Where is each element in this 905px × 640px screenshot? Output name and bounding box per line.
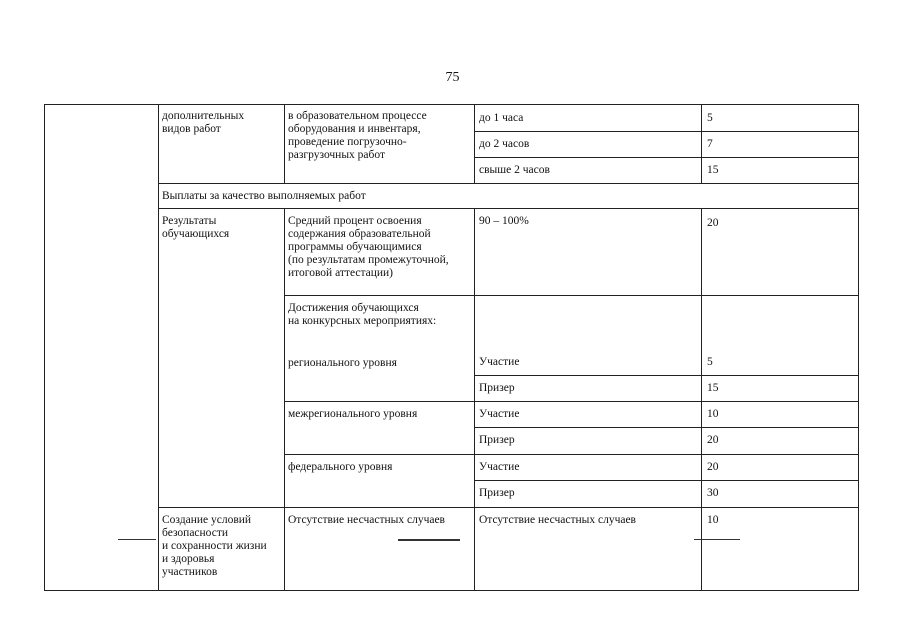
federal-participation-points: 20 bbox=[707, 461, 719, 473]
federal-winner-points: 30 bbox=[707, 487, 719, 499]
additional-condition-1: до 1 часа bbox=[479, 112, 524, 124]
federal-winner: Призер bbox=[479, 487, 515, 499]
regional-winner: Призер bbox=[479, 382, 515, 394]
interregional-winner-points: 20 bbox=[707, 434, 719, 446]
additional-points-3: 15 bbox=[707, 164, 719, 176]
safety-condition: Отсутствие несчастных случаев bbox=[479, 514, 636, 526]
quality-section-heading: Выплаты за качество выполняемых работ bbox=[162, 190, 366, 202]
safety-criterion: Создание условий безопасности и сохранности жизни и здоровья участников bbox=[162, 514, 267, 578]
interregional-participation: Участие bbox=[479, 408, 520, 420]
safety-points: 10 bbox=[707, 514, 719, 526]
student-results-criterion: Результаты обучающихся bbox=[162, 215, 230, 240]
scan-mark bbox=[118, 539, 156, 540]
additional-points-2: 7 bbox=[707, 138, 713, 150]
additional-condition-3: свыше 2 часов bbox=[479, 164, 550, 176]
federal-label: федерального уровня bbox=[288, 461, 393, 473]
additional-indicator: в образовательном процессе оборудования и инвентаря, проведение погрузочно- разгрузочных работ bbox=[288, 110, 427, 161]
additional-criterion: дополнительных видов работ bbox=[162, 110, 245, 135]
interregional-label: межрегионального уровня bbox=[288, 408, 418, 420]
safety-indicator: Отсутствие несчастных случаев bbox=[288, 514, 445, 526]
avg-percent-indicator: Средний процент освоения содержания образовательной программы обучающимися (по результатам промежуточной, итоговой аттестации) bbox=[288, 215, 449, 279]
regional-label: регионального уровня bbox=[288, 357, 397, 369]
avg-percent-condition: 90 – 100% bbox=[479, 215, 529, 227]
federal-participation: Участие bbox=[479, 461, 520, 473]
competitions-heading: Достижения обучающихся на конкурсных мероприятиях: bbox=[288, 302, 437, 327]
scan-mark bbox=[398, 539, 460, 541]
interregional-winner: Призер bbox=[479, 434, 515, 446]
additional-points-1: 5 bbox=[707, 112, 713, 124]
additional-condition-2: до 2 часов bbox=[479, 138, 530, 150]
page-number: 75 bbox=[445, 70, 460, 85]
scan-mark bbox=[694, 539, 740, 540]
regional-winner-points: 15 bbox=[707, 382, 719, 394]
interregional-participation-points: 10 bbox=[707, 408, 719, 420]
regional-participation-points: 5 bbox=[707, 356, 713, 368]
regional-participation: Участие bbox=[479, 356, 520, 368]
avg-percent-points: 20 bbox=[707, 217, 719, 229]
